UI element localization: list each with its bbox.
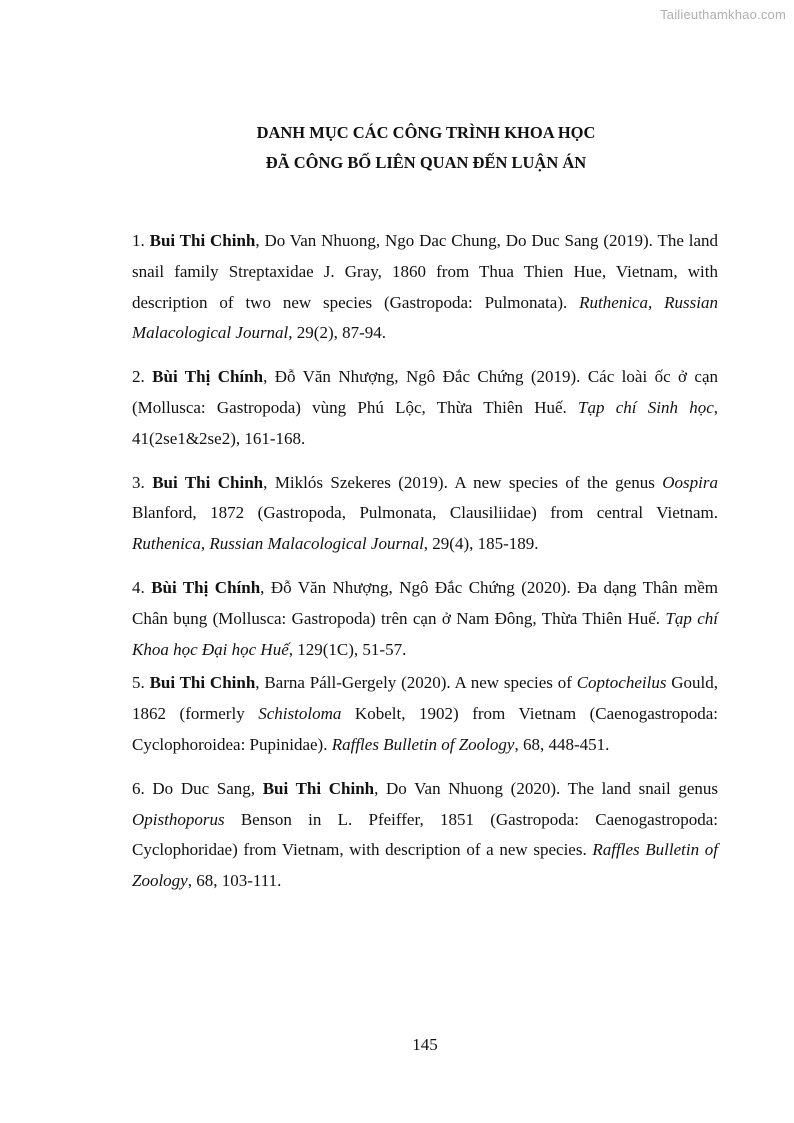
reference-number: 3.: [132, 472, 145, 492]
reference-item-5: [132, 668, 718, 760]
reference-author-highlight: Bùi Thị Chính: [151, 577, 261, 597]
reference-genus: Schistoloma: [258, 704, 342, 724]
reference-item-1: [132, 226, 718, 349]
reference-text: , Đỗ Văn Nhượng, Ngô Đắc Chứng (2020). Đa dạng Thân mềm Chân bụng (Mollusca: Gastropoda) trên cạn ở Nam Đông, Thừa Thiên Huế.: [132, 577, 718, 628]
reference-author-highlight: Bui Thi Chinh: [149, 673, 256, 693]
reference-list: [132, 226, 718, 897]
reference-text: Benson in L. Pfeiffer, 1851 (Gastropoda: Caenogastropoda: Cyclophoridae) from Vietnam, with description of a new species.: [132, 809, 718, 860]
reference-number: 4.: [132, 577, 145, 597]
reference-journal: Ruthenica, Russian Malacological Journal: [132, 534, 424, 554]
reference-author-highlight: Bui Thi Chinh: [152, 472, 264, 492]
reference-text: Gould, 1862 (formerly: [132, 673, 718, 724]
reference-author-highlight: Bui Thi Chinh: [262, 778, 375, 798]
reference-text: , Đỗ Văn Nhượng, Ngô Đắc Chứng (2019). Các loài ốc ở cạn (Mollusca: Gastropoda) vùng Phú Lộc, Thừa Thiên Huế.: [132, 367, 719, 417]
page-title: [0, 118, 794, 178]
reference-details: , 129(1C), 51-57.: [288, 639, 407, 659]
reference-details: , 68, 103-111.: [187, 871, 282, 891]
reference-genus: Coptocheilus: [576, 673, 667, 693]
reference-item-6: [132, 774, 718, 897]
reference-coauthor: Do Duc Sang,: [152, 778, 263, 798]
reference-item-2: [132, 362, 718, 454]
reference-number: 5.: [132, 673, 145, 693]
reference-genus: Opisthoporus: [132, 809, 225, 829]
reference-item-3: [132, 468, 718, 560]
reference-details: , 29(4), 185-189.: [423, 534, 539, 554]
reference-author-highlight: Bui Thi Chinh: [149, 231, 256, 250]
reference-details: , 68, 448-451.: [514, 734, 610, 754]
reference-text: , Do Van Nhuong, Ngo Dac Chung, Do Duc Sang (2019). The land snail family Streptaxidae J. Gray, 1860 from Thua Thien Hue, Vietnam, with description of two new species (Gastropoda: Pulmonata).: [132, 231, 719, 312]
reference-genus: Oospira: [662, 472, 718, 492]
reference-details: , 41(2se1&2se2), 161-168.: [132, 397, 718, 448]
reference-journal: Raffles Bulletin of Zoology: [132, 840, 718, 891]
reference-journal: Ruthenica, Russian Malacological Journal: [132, 292, 718, 343]
reference-item-4: [132, 573, 718, 665]
reference-author-highlight: Bùi Thị Chính: [152, 367, 264, 387]
reference-number: 1.: [132, 231, 145, 250]
reference-journal: Raffles Bulletin of Zoology: [331, 734, 515, 754]
reference-text: , Miklós Szekeres (2019). A new species of the genus: [263, 472, 663, 492]
title-line-1: DANH MỤC CÁC CÔNG TRÌNH KHOA HỌC: [256, 123, 596, 142]
reference-journal: Tạp chí Khoa học Đại học Huế: [132, 608, 718, 659]
reference-number: 2.: [132, 367, 145, 387]
reference-text: Blanford, 1872 (Gastropoda, Pulmonata, Clausiliidae) from central Vietnam.: [132, 503, 718, 523]
title-line-2: ĐÃ CÔNG BỐ LIÊN QUAN ĐẾN LUẬN ÁN: [265, 153, 587, 172]
reference-text: Kobelt, 1902) from Vietnam (Caenogastropoda: Cyclophoroidea: Pupinidae).: [132, 704, 719, 754]
page-number: 145: [412, 1035, 438, 1054]
reference-text: , Do Van Nhuong (2020). The land snail genus: [374, 778, 719, 798]
watermark-text: Tailieuthamkhao.com: [660, 7, 786, 22]
reference-text: , Barna Páll-Gergely (2020). A new species of: [255, 673, 577, 693]
reference-details: , 29(2), 87-94.: [288, 323, 387, 343]
reference-journal: Tạp chí Sinh học: [578, 397, 714, 417]
reference-number: 6.: [132, 778, 145, 798]
